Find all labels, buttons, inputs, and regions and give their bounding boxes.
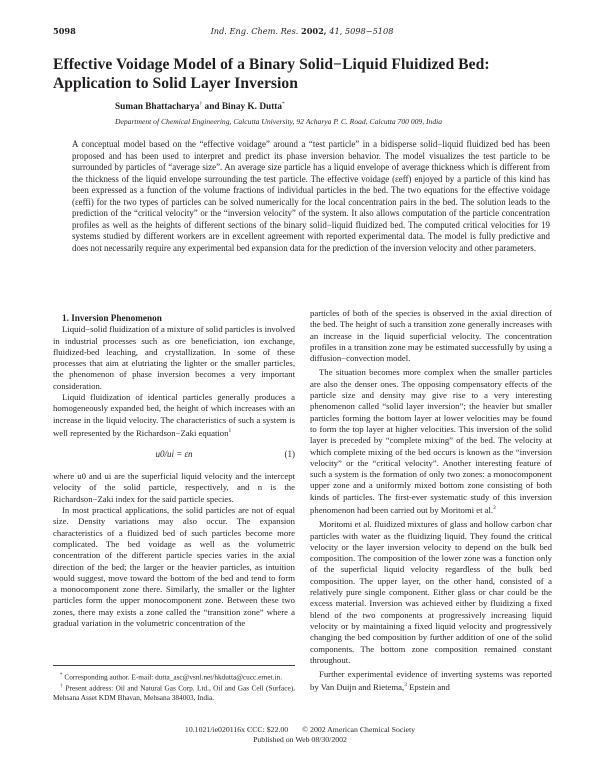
equation xyxy=(53,445,295,467)
author-connector: and xyxy=(202,102,222,113)
footnote-divider xyxy=(53,665,295,666)
footnote-present-address: † Present address: Oil and Natural Gas Corp. Ltd., Oil and Gas Cell (Surface), Mehsana Asset KDM Bhavan, Mehsana 384003, India. xyxy=(53,683,296,702)
section-heading: 1. Inversion Phenomenon xyxy=(62,313,162,323)
author-name: Suman Bhattacharya xyxy=(115,102,200,113)
corresponding-author-mark: * xyxy=(282,101,285,107)
journal-citation xyxy=(53,26,551,36)
body-paragraph: In most practical applications, the solid particles are not of equal size. Density variations may also occur. The expansion characteristics of a fluidized bed of such particles become more complicated. The bed voidage as well as the volumetric concentration of the different particle species varies in the axial direction of the bed; the larger or the heavier particles, as intuition would suggest, move toward the bottom of the bed and tend to form a monocomponent zone there. Similarly, the smaller or the lighter particles form the upper monocomponent zone. Between these two zones, there may exists a zone called the “transition zone” where a gradual variation in the volumetric concentration of the xyxy=(53,505,295,629)
author-name: Binay K. Dutta xyxy=(221,102,283,113)
reference-mark: 3 xyxy=(404,682,407,689)
author-footnote-mark: † xyxy=(199,101,203,107)
body-paragraph: Liquid fluidization of identical particles generally produces a homogeneously expanded bed, the height of which increases with an increase in the liquid velocity. The characteristics of such a system is well represented by the Richardson−Zaki equation$^1$ xyxy=(53,392,295,438)
body-paragraph: Liquid−solid fluidization of a mixture of solid particles is involved in industrial processes such as ore beneficiation, ion exchange, fluidized-bed leaching, and crystallization. In some of these processes that aim at elutriating the lighter or the smaller particles, the phenomenon of phase inversion becomes a very important consideration. xyxy=(53,324,295,391)
body-paragraph: The situation becomes more complex when the smaller particles are also the denser ones. The opposing compensatory effects of the particle size and density may give rise to a very interesting phenomenon called “solid layer inversion”; the heavier but smaller particles forming the bottom layer at lower velocities may be found to form the top layer at higher velocities. This inversion of the solid layer is preceded by “complete mixing” of the bed. The velocity at which complete mixing of the bed occurs is known as the “inversion velocity” or the “critical velocity”. Another interesting feature of such a system is the formation of only two zones: a monocomponent upper zone and a uniformly mixed bottom zone consisting of both kinds of particles. The first-ever systematic study of this inversion phenomenon had been carried out by Moritomi et al.$^2$ xyxy=(310,367,552,515)
reference-mark: 1 xyxy=(228,427,232,434)
equation-body: u0/ui = εn xyxy=(155,449,193,460)
journal-year: 2002, xyxy=(301,26,327,36)
body-paragraph: Moritomi et al. fluidized mixtures of glass and hollow carbon char particles with water as the fluidizing liquid. They found the critical velocity or the layer inversion velocity to depend on the bulk bed composition. The composition of the lower zone was a function only of the superficial liquid velocity regardless of the bulk bed composition. The upper layer, on the other hand, consisted of a relatively pure single component. Either glass or char could be the excess material. Inversion was achieved either by fluidizing a fixed blend of the two components at progressively increasing liquid velocity or by maintaining a fixed liquid velocity and progressively changing the bed composition by further addition of one of the solid components. The bottom zone composition remained constant throughout. xyxy=(310,519,552,665)
author-list xyxy=(115,101,285,112)
abstract: A conceptual model based on the “effective voidage” around a “test particle” in a bidisperse solid−liquid fluidized bed has been proposed and has been used to interpret and predict its phase inversion behavior. The model visualizes the test particle to be surrounded by particles of “average size”. An average size particle has a liquid envelope of average thickness which is different from the thickness of the liquid envelope surrounding the test particle. The effective voidage (εeff) enjoyed by a particle of this kind has been expressed as a function of the volume fractions of individual particles in the bed. The two equations for the effective voidage (εeffi) for the two types of particles can be solved numerically for the local concentration pairs in the bed. The solution leads to the prediction of the “critical velocity” or the “inversion velocity” of the system. It also allows computation of the particle concentration profiles as well as the heights of different sections of the binary solid−liquid fluidized bed. The computed critical velocities for 19 systems studied by different workers are in excellent agreement with reported experimental data. The model is fully predictive and does not necessarily require any experimental bed expansion data for the prediction of the inversion velocity and other parameters. xyxy=(72,139,550,253)
right-column xyxy=(310,308,552,694)
publication-date: Published on Web 08/30/2002 xyxy=(253,735,347,744)
footnote-corresponding-author: * Corresponding author. E-mail: dutta_asc@vsnl.net/hkdutta@cucc.ernet.in. xyxy=(60,672,283,682)
body-paragraph: where u0 and ui are the superficial liquid velocity and the intercept velocity of the solid particle, respectively, and n is the Richardson−Zaki index for the said particle species. xyxy=(53,471,295,504)
journal-volume-pages: 41, 5098−5108 xyxy=(329,26,394,36)
journal-name: Ind. Eng. Chem. Res. xyxy=(210,26,299,36)
article-title: Effective Voidage Model of a Binary Solid−Liquid Fluidized Bed: Application to Solid Layer Inversion xyxy=(53,56,490,92)
reference-mark: 2 xyxy=(493,505,496,512)
body-paragraph: particles of both of the species is observed in the axial direction of the bed. The height of such a transition zone generally increases with an increase in the liquid superficial velocity. The concentration profiles in a transition zone may be estimated successfully by using a diffusion−convection model. xyxy=(310,308,552,364)
running-header xyxy=(53,26,551,38)
copyright: © 2002 American Chemical Society xyxy=(302,725,416,734)
page-number: 5098 xyxy=(53,26,76,36)
left-column xyxy=(53,313,295,629)
footnotes xyxy=(53,671,295,702)
doi-copyright-line xyxy=(0,725,600,734)
body-paragraph: Further experimental evidence of inverting systems was reported by Van Duijn and Rietema,$^3$ Epstein and xyxy=(310,669,552,693)
doi-price: 10.1021/ie020116x CCC: $22.00 xyxy=(184,725,289,734)
affiliation: Department of Chemical Engineering, Calcutta University, 92 Acharya P. C. Road, Calcutta 700 009, India xyxy=(115,117,443,126)
equation-number: (1) xyxy=(284,449,295,460)
